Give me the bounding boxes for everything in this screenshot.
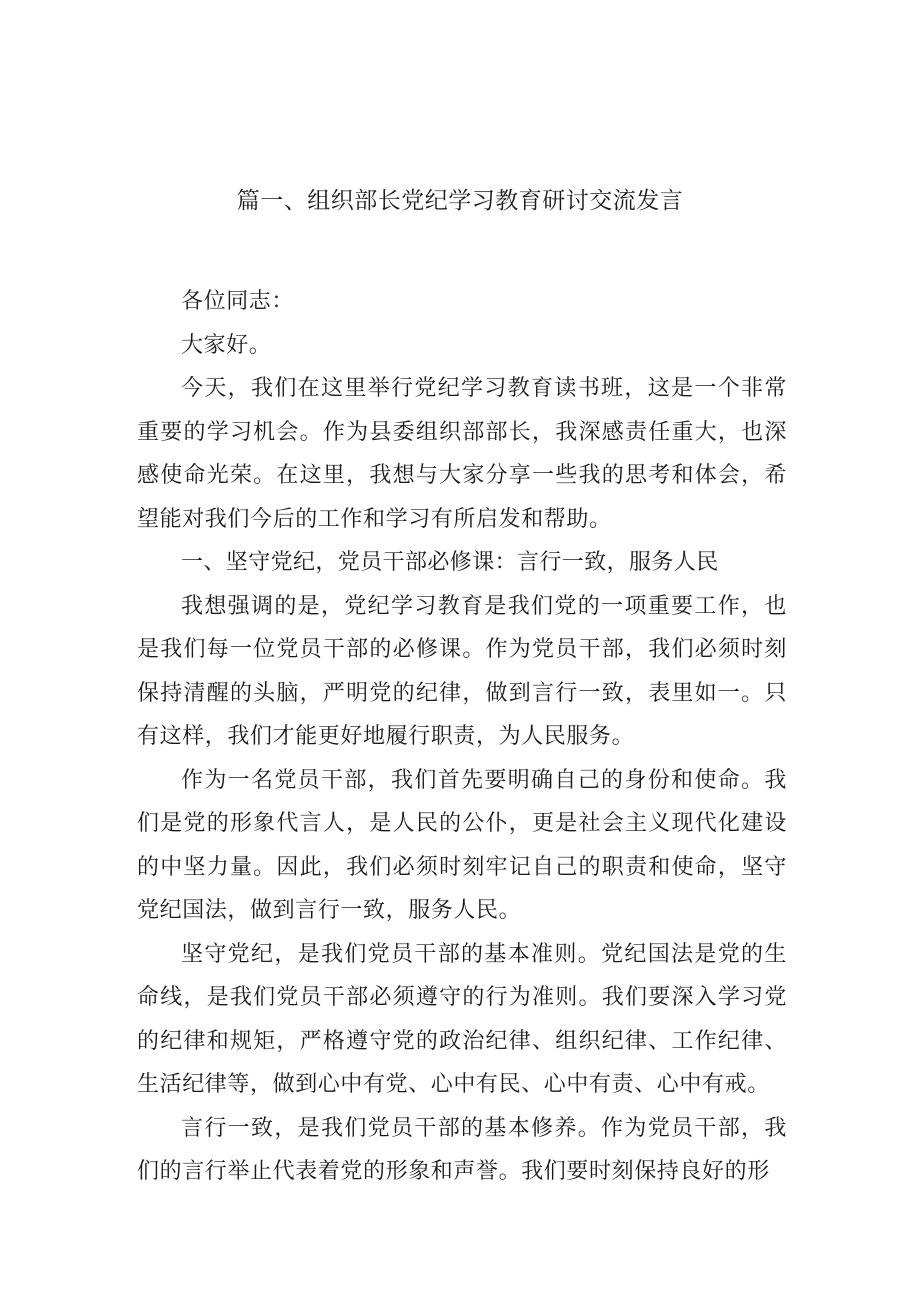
section-heading: 一、坚守党纪，党员干部必修课：言行一致，服务人民 — [181, 550, 719, 575]
document-title: 篇一、组织部长党纪学习教育研讨交流发言 — [236, 188, 684, 214]
intro-paragraph: 今天，我们在这里举行党纪学习教育读书班，这是一个非常重要的学习机会。作为县委组织部部长，我深感责任重大，也深感使命光荣。在这里，我想与大家分享一些我的思考和体会，希望能对我们今后的工作和学习有所启发和帮助。 — [137, 376, 787, 532]
greeting: 大家好。 — [181, 332, 272, 358]
document-body — [137, 280, 787, 1194]
body-paragraph: 我想强调的是，党纪学习教育是我们党的一项重要工作，也是我们每一位党员干部的必修课。作为党员干部，我们必须时刻保持清醒的头脑，严明党的纪律，做到言行一致，表里如一。只有这样，我们才能更好地履行职责，为人民服务。 — [137, 593, 787, 749]
body-paragraph: 坚守党纪，是我们党员干部的基本准则。党纪国法是党的生命线，是我们党员干部必须遵守的行为准则。我们要深入学习党的纪律和规矩，严格遵守党的政治纪律、组织纪律、工作纪律、生活纪律等，做到心中有党、心中有民、心中有责、心中有戒。 — [137, 941, 787, 1097]
salutation: 各位同志： — [181, 289, 295, 314]
body-paragraph: 言行一致，是我们党员干部的基本修养。作为党员干部，我们的言行举止代表着党的形象和声誉。我们要时刻保持良好的形 — [137, 1115, 787, 1184]
body-paragraph: 作为一名党员干部，我们首先要明确自己的身份和使命。我们是党的形象代言人，是人民的公仆，更是社会主义现代化建设的中坚力量。因此，我们必须时刻牢记自己的职责和使命，坚守党纪国法，做到言行一致，服务人民。 — [137, 767, 787, 923]
